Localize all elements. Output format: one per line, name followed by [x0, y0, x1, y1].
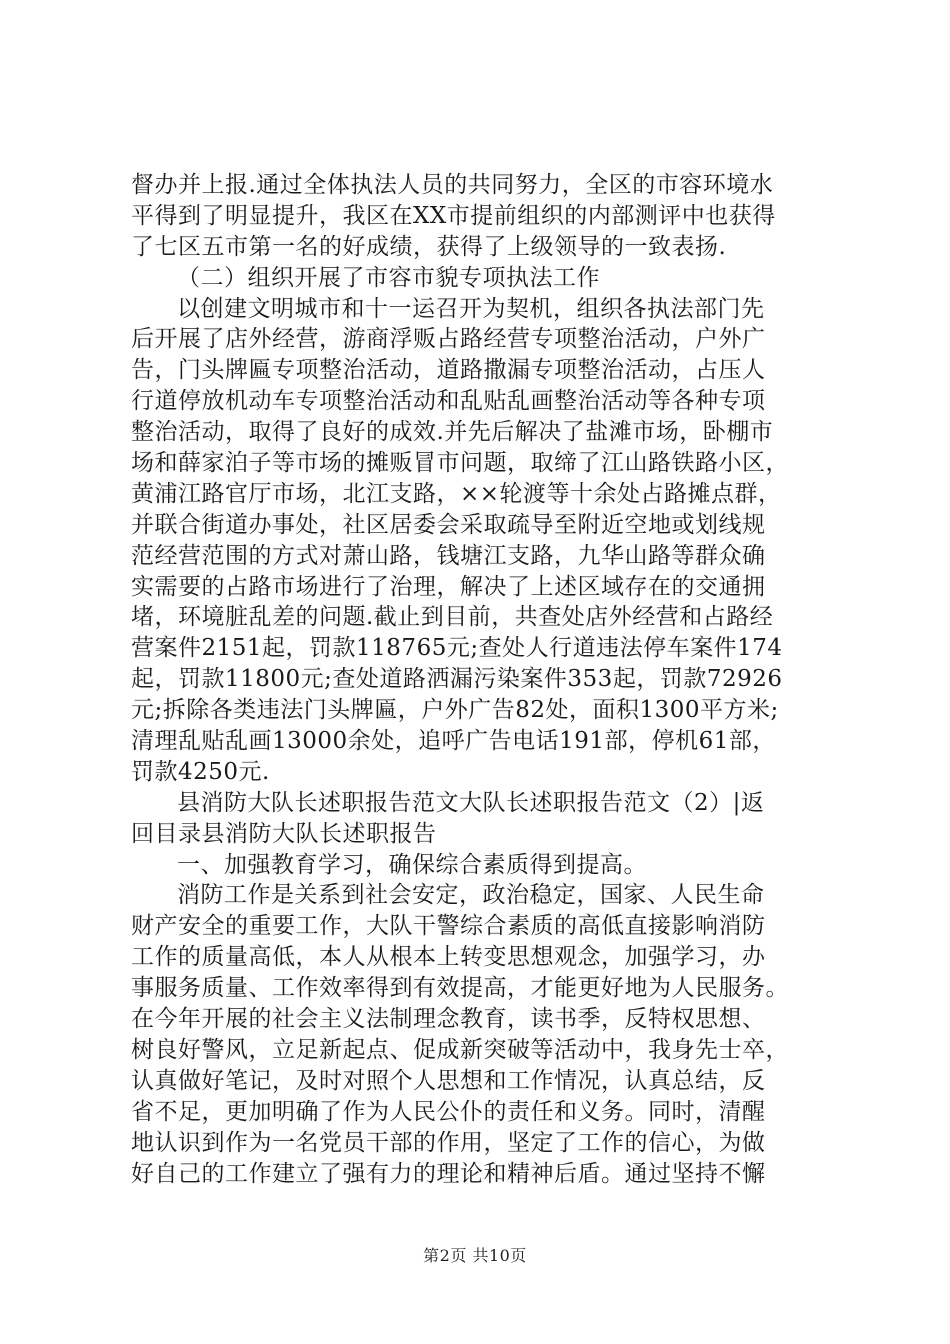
- text-line: 树良好警风，立足新起点、促成新突破等活动中，我身先士卒，: [131, 1036, 789, 1063]
- text-line: 回目录县消防大队长述职报告: [131, 820, 437, 847]
- text-line: 告，门头牌匾专项整治活动，道路撒漏专项整治活动，占压人: [131, 357, 766, 384]
- text-line: 罚款4250元.: [131, 758, 270, 785]
- text-line: 清理乱贴乱画13000余处，追呼广告电话191部，停机61部，: [131, 728, 776, 755]
- text-line: 在今年开展的社会主义法制理念教育，读书季，反特权思想、: [131, 1006, 766, 1033]
- section-link[interactable]: 县消防大队长述职报告范文大队长述职报告范文（2）|返: [177, 789, 765, 816]
- text-line: 了七区五市第一名的好成绩，获得了上级领导的一致表扬.: [131, 233, 727, 260]
- document-body: [131, 170, 831, 1189]
- text-line: 好自己的工作建立了强有力的理论和精神后盾。通过坚持不懈: [131, 1160, 766, 1187]
- text-line: 平得到了明显提升，我区在XX市提前组织的内部测评中也获得: [131, 202, 776, 229]
- text-line: 堵，环境脏乱差的问题.截止到目前，共查处店外经营和占路经: [131, 604, 774, 631]
- page-number: 第2页 共10页: [423, 1246, 527, 1265]
- text-line: 财产安全的重要工作，大队干警综合素质的高低直接影响消防: [131, 913, 766, 940]
- text-line: 营案件2151起，罚款118765元;查处人行道违法停车案件174: [131, 635, 783, 662]
- text-line: 督办并上报.通过全体执法人员的共同努力，全区的市容环境水: [131, 172, 774, 198]
- text-line: 黄浦江路官厅市场，北江支路，××轮渡等十余处占路摊点群，: [131, 480, 782, 507]
- text-line: 地认识到作为一名党员干部的作用，坚定了工作的信心，为做: [131, 1129, 766, 1156]
- text-line: 行道停放机动车专项整治活动和乱贴乱画整治活动等各种专项: [131, 388, 766, 415]
- section-heading: （二）组织开展了市容市貌专项执法工作: [177, 264, 600, 291]
- text-line: 工作的质量高低，本人从根本上转变思想观念，加强学习，办: [131, 944, 766, 971]
- text-line: 以创建文明城市和十一运召开为契机，组织各执法部门先: [177, 295, 765, 322]
- text-line: 后开展了店外经营，游商浮贩占路经营专项整治活动，户外广: [131, 326, 766, 353]
- text-line: 认真做好笔记，及时对照个人思想和工作情况，认真总结，反: [131, 1067, 766, 1094]
- text-line: 元;拆除各类违法门头牌匾，户外广告82处，面积1300平方米;: [131, 697, 779, 724]
- text-line: 省不足，更加明确了作为人民公仆的责任和义务。同时，清醒: [131, 1098, 766, 1125]
- page-footer: [0, 1243, 950, 1266]
- section-heading: 一、加强教育学习，确保综合素质得到提高。: [177, 851, 647, 878]
- text-line: 消防工作是关系到社会安定，政治稳定，国家、人民生命: [177, 882, 765, 909]
- text-line: 场和薛家泊子等市场的摊贩冒市问题，取缔了江山路铁路小区，: [131, 450, 789, 477]
- text-line: 实需要的占路市场进行了治理，解决了上述区域存在的交通拥: [131, 573, 766, 600]
- text-line: 范经营范围的方式对萧山路，钱塘江支路，九华山路等群众确: [131, 542, 766, 569]
- text-line: 起，罚款11800元;查处道路洒漏污染案件353起，罚款72926: [131, 666, 783, 693]
- text-line: 整治活动，取得了良好的成效.并先后解决了盐滩市场，卧棚市: [131, 419, 774, 446]
- text-line: 并联合街道办事处，社区居委会采取疏导至附近空地或划线规: [131, 511, 766, 538]
- text-line: 事服务质量、工作效率得到有效提高，才能更好地为人民服务。: [131, 975, 789, 1002]
